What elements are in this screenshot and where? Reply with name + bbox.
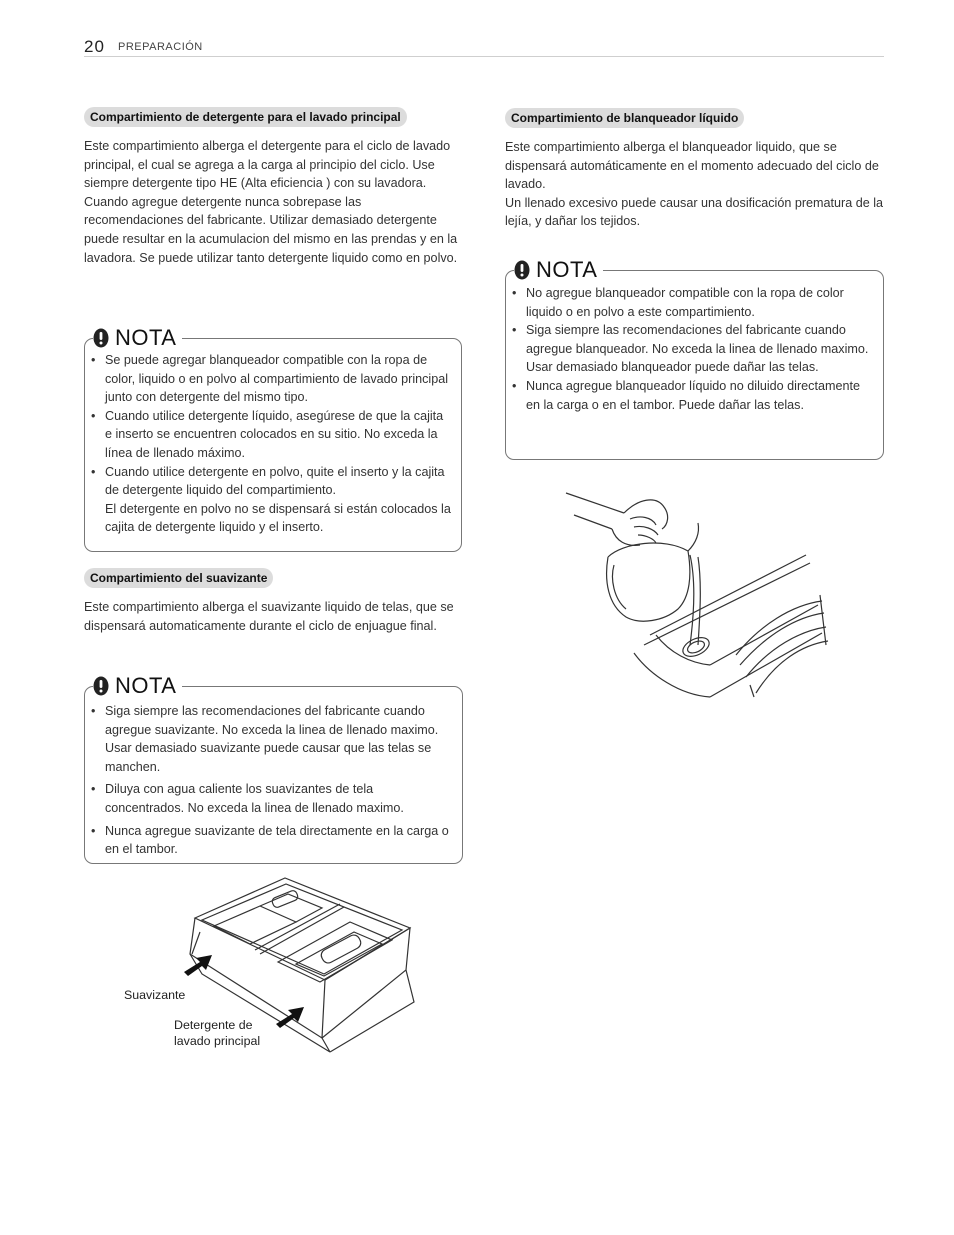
dispenser-drawer-illustration bbox=[110, 870, 430, 1060]
main-detergent-note-box bbox=[84, 325, 462, 552]
note-item: • Nunca agregue suavizante de tela directamente en la carga o en el tambor. bbox=[91, 822, 453, 859]
detergent-compartment-label bbox=[174, 1017, 260, 1049]
exclamation-circle-icon bbox=[514, 260, 530, 280]
exclamation-circle-icon bbox=[93, 676, 109, 696]
pouring-bleach-figure bbox=[560, 485, 840, 705]
note-item: • Cuando utilice detergente líquido, asegúrese de que la cajita e inserto se encuentren colocados en su sitio. No exceda la línea de llenado máximo. bbox=[91, 407, 453, 463]
bleach-paragraph: Este compartimiento alberga el blanqueador liquido, que se dispensará automáticamente en el momento adecuado del ciclo de lavado. bbox=[505, 140, 879, 192]
bleach-note-box bbox=[505, 257, 884, 460]
exclamation-circle-icon bbox=[93, 328, 109, 348]
arrow-icon bbox=[274, 1004, 308, 1030]
bleach-title: Compartimiento de blanqueador líquido bbox=[505, 108, 744, 128]
dispenser-drawer-figure bbox=[110, 870, 430, 1060]
softener-paragraph: Este compartimiento alberga el suavizante liquido de telas, que se dispensará automaticamente durante el ciclo de enjuague final. bbox=[84, 600, 454, 633]
note-item: • No agregue blanqueador compatible con la ropa de color liquido o en polvo a este compartimiento. bbox=[512, 284, 874, 321]
note-item: • Siga siempre las recomendaciones del fabricante cuando agregue blanqueador. No exceda la linea de llenado maximo. Usar demasiado blanqueador puede dañar las telas. bbox=[512, 321, 874, 377]
bleach-section bbox=[505, 108, 887, 231]
main-detergent-paragraph: Cuando agregue detergente nunca sobrepase las recomendaciones del fabricante. Utilizar demasiado detergente puede resultar en la acumulacion del mismo en las prendas y en la lavadora. Se puede utilizar tanto detergente liquido como en polvo. bbox=[84, 194, 458, 265]
note-header bbox=[93, 325, 182, 351]
note-item: • Siga siempre las recomendaciones del fabricante cuando agregue suavizante. No exceda la linea de llenado maximo. Usar demasiado suavizante puede causar que las telas se manchen. bbox=[91, 702, 453, 776]
detergent-label-line: lavado principal bbox=[174, 1034, 261, 1048]
note-header bbox=[514, 257, 603, 283]
detergent-label-line: Detergente de bbox=[174, 1018, 253, 1032]
note-title: NOTA bbox=[536, 257, 598, 282]
note-list bbox=[512, 284, 874, 414]
note-item bbox=[91, 463, 453, 537]
softener-note-box bbox=[84, 673, 463, 864]
note-item: • Se puede agregar blanqueador compatible con la ropa de color, liquido o en polvo al compartimiento de lavado principal junto con detergente del mismo tipo. bbox=[91, 351, 453, 407]
softener-section bbox=[84, 568, 459, 635]
note-title: NOTA bbox=[115, 673, 177, 698]
main-detergent-section bbox=[84, 107, 459, 267]
main-detergent-paragraph: Este compartimiento alberga el detergente para el ciclo de lavado principal, el cual se agrega a la carga al principio del ciclo. Use siempre detergente tipo HE (Alta eficiencia ) con su lavadora. bbox=[84, 139, 451, 191]
note-item-extra: El detergente en polvo no se dispensará si están colocados la cajita de detergente liquido y el inserto. bbox=[105, 501, 451, 535]
note-list bbox=[91, 351, 453, 537]
softener-compartment-label: Suavizante bbox=[124, 988, 186, 1002]
softener-title: Compartimiento del suavizante bbox=[84, 568, 273, 588]
page-header bbox=[84, 36, 884, 57]
note-item: • Nunca agregue blanqueador líquido no diluido directamente en la carga o en el tambor. Puede dañar las telas. bbox=[512, 377, 874, 414]
bleach-paragraph: Un llenado excesivo puede causar una dosificación prematura de la lejía, y dañar los tejidos. bbox=[505, 195, 884, 229]
note-header bbox=[93, 673, 182, 699]
note-title: NOTA bbox=[115, 325, 177, 350]
page-number: 20 bbox=[84, 37, 105, 56]
arrow-icon bbox=[182, 952, 216, 978]
note-item-text: Cuando utilice detergente en polvo, quite el inserto y la cajita de detergente liquido del compartimiento. bbox=[105, 464, 445, 498]
note-item: • Diluya con agua caliente los suavizantes de tela concentrados. No exceda la linea de llenado maximo. bbox=[91, 780, 453, 817]
section-label: PREPARACIÓN bbox=[118, 41, 203, 53]
main-detergent-title: Compartimiento de detergente para el lavado principal bbox=[84, 107, 407, 127]
pouring-bleach-illustration bbox=[560, 485, 840, 705]
note-list bbox=[91, 702, 453, 859]
